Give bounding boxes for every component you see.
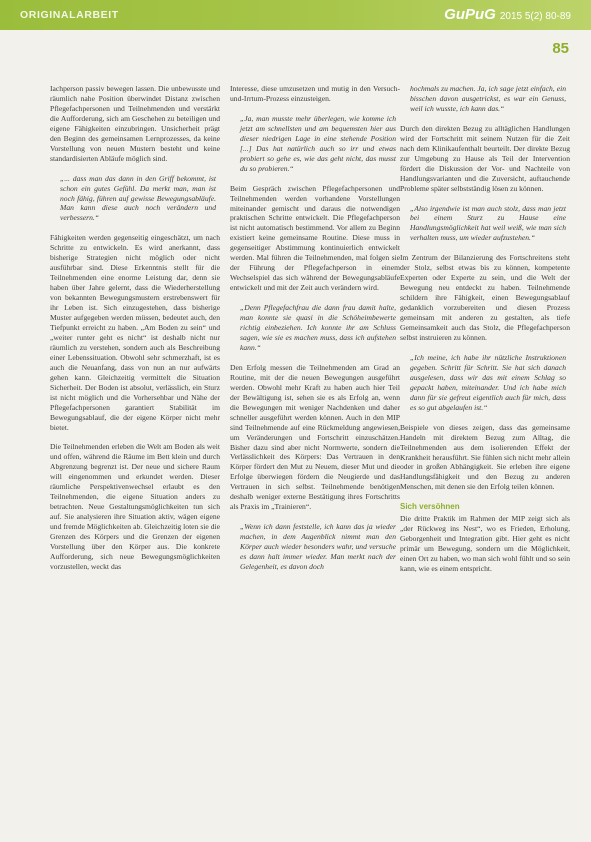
journal-citation: 2015 5(2) 80-89 <box>499 11 571 22</box>
interview-quote: „Also irgendwie ist man auch stolz, dass man jetzt bei einem Sturz zu Hause eine Handlungsmöglichkeit hat weil weiß, wie man sich verhalten muss, um wieder aufzustehen.“ <box>410 203 566 243</box>
interview-quote: „... dass man das dann in den Griff bekommt, ist schon ein gutes Gefühl. Da merkt man, man ist noch fähig, führen auf gewisse Bewegungsabläufe. Man kann diese auch noch verändern und verbessern.“ <box>60 173 216 223</box>
paragraph: Im Zentrum der Bilanzierung des Fortschreitens steht der Stolz, selbst etwas bis zu können, kompetente Experten oder Experte zu sein, und die Welt der Bewegung neu entdeckt zu haben. Teilnehmende schildern ihre Fähigkeit, einen Bewegungsablauf gedanklich vorzubereiten und diesen Prozess gemeinsam mit anderen zu gestalten, als tiefe Gemeinsamkeit auch das Stolz, die Pflegefachperson selbst instruieren zu können. <box>400 253 570 342</box>
paragraph: Die dritte Praktik im Rahmen der MIP zeigt sich als „der Rückweg ins Nest“, wo es Frieden, Erholung, Geborgenheit und Integration gibt. Hier geht es nicht primär um Bewegung, sondern um die Möglichkeit, einen Ort zu haben, wo man sich wohl fühlt und so sein kann, wie es einem entspricht. <box>400 514 570 574</box>
paragraph: Durch den direkten Bezug zu alltäglichen Handlungen wird der Fortschritt mit seinem Nutzen für die Zeit nach dem Klinikaufenthalt beurteilt. Der direkte Bezug zur Umgebung zu Hause als Teil der Intervention fördert die Diskussion der Vor- und Nachteile von Handlungsvarianten und die Zuversicht, auftauchende Probleme später selbstständig lösen zu können. <box>400 123 570 193</box>
interview-quote: „Denn Pflegefachfrau die dann frau damit halte, man konnte sie quasi in die Schöheimbewerte richtig einbeziehen. Ich konnte ihr am Schluss sagen, wie sie es machen muss, dass ich aufstehen kann.“ <box>240 303 396 352</box>
paragraph: Iachperson passiv bewegen lassen. Die unbewusste und räumlich nahe Position überwindet Distanz zwischen Pflegefachpersonen und Teilnehmenden und verstärkt die Aufforderung, sich am Geschehen zu beteiligen und eigene Fähigkeiten einzubringen. Unsicherheit prägt den Beginn des gemeinsamen Lernprozesses, da keine Vorstellung von neuen Mustern besteht und keine standardisierten Abläufe möglich sind. <box>50 84 220 163</box>
paragraph: Interesse, diese umzusetzen und mutig in den Versuch-und-Irrtum-Prozess einzusteigen. <box>230 84 400 103</box>
paragraph: Den Erfolg messen die Teilnehmenden am Grad an Routine, mit der die neuen Bewegungen ausgeführt werden. Obwohl mehr Kraft zu haben auch hier Teil der Bewältigung ist, sehen sie es als Erfolg an, wenn die Bewegungen mit weniger Nachdenken und daher schneller ausgeführt werden können. Auch in den MIP sind Teilnehmende auf eine Rückmeldung angewiesen, um Veränderungen und Fortschritt einzuschätzen. Bisher dazu sind aber nicht Normwerte, sondern die Verlässlichkeit des Körpers: Das Vertrauen in den Körper fördert den Mut zu Neuem, dieser Mut und die Erfolge überwiegen fördern die Neugierde und das Vertrauen in sich selbst. Teilnehmende benötigen deshalb weniger externe Bestätigung ihres Fortschritts als Praxis im „Trainieren“. <box>230 362 400 512</box>
journal-brand <box>444 6 571 24</box>
paragraph: Fähigkeiten werden gegenseitig eingeschätzt, um nach Schritte zu entwickeln. Es wird anerkannt, dass bisherige Strategien nicht möglich oder nicht ausführbar sind. Diese Erkenntnis stellt für die Teilnehmenden eine enorme Leistung dar, denn sie haben über Jahre gelernt, dass die Wiederherstellung von bekannten Bewegungsmustern erstrebenswert für ihr Leben ist. Sich einzugestehen, dass bisherige Muster aufgegeben werden müssen, bedeutet auch, den Tiefpunkt erreicht zu haben. „Am Boden zu sein“ und „weiter runter geht es nicht“ ist deshalb nicht nur räumlich zu verstehen, sondern auch als Beschreibung einer Lebenssituation. Obwohl sehr schmerzhaft, ist es auch die Neuanfang, dass von nun an nur aufwärts gehen kann. Gleichzeitig vermittelt die Situation Sicherheit. Der Boden ist absolut, verlässlich, ein Sturz ist nicht möglich und die Vorhersehbar und Nähe der Pflegefachpersonen garantiert Stabilität im Bewegungsablauf, die der eigene Körper nicht mehr bietet. <box>50 233 220 432</box>
paragraph: Beispiele von dieses zeigen, dass das gemeinsame Handeln mit direktem Bezug zum Alltag, die Teilnehmenden aus dem isolierenden Effekt der Krankheit herausführt. Sie fühlen sich nicht mehr allein oder in großen Abhängigkeit. Sie erleben ihre eigene Handlungsfähigkeit und den Bezug zu anderen Menschen, mit denen sie den Erfolg teilen können. <box>400 422 570 492</box>
text-column-3 <box>400 84 570 824</box>
section-subheading: Sich versöhnen <box>400 502 460 512</box>
page-number: 85 <box>552 40 569 57</box>
interview-quote: „Wenn ich dann feststelle, ich kann das ja wieder machen, in dem Augenblick nimmt man den Körper auch wieder besonders wahr, und versuche es dann halt immer wieder. Man merkt nach der Gelegenheit, es davon doch <box>240 522 396 571</box>
interview-quote: „Ich meine, ich habe ihr nützliche Instruktionen gegeben. Schritt für Schritt. Sie hat sich danach ausgelesen, dass wir das mit einem Schlag so gepackt haben, miteinander. Und ich habe mich dann für sie gefreut eigentlich auch für mich, dass es so gut abgelaufen ist.“ <box>410 352 566 412</box>
text-column-2 <box>230 84 400 824</box>
journal-name: GuPuG <box>444 6 496 23</box>
section-label: ORIGINALARBEIT <box>20 9 119 21</box>
page-header-band <box>0 0 591 30</box>
text-column-1 <box>50 84 220 824</box>
paragraph: Die Teilnehmenden erleben die Welt am Boden als weit und offen, während die Räume im Bett klein und durch Abgrenzung begrenzt ist. Der neue und sichere Raum will eingenommen und erkundet werden. Dieser räumliche Perspektivenwechsel erlaubt es den Teilnehmenden, die eigene Situation anders zu betrachten. Neue Gestaltungsmöglichkeiten tun sich auf. Sie analysieren ihre Situation aktiv, wägen eigene und fremde Möglichkeiten ab. Gleichzeitig loten sie die Grenzen des Körpers und die Grenzen der eigenen Vorstellung über den Körper aus. Die konkrete Aufforderung, sich neue Bewegungsmöglichkeiten vorzustellen, weckt das <box>50 442 220 571</box>
interview-quote: „Ja, man musste mehr überlegen, wie komme ich jetzt am schnellsten und am bequemsten hier aus dieser niedrigen Lage in eine stehende Position [...] Das hat natürlich auch so irr und etwas probiert so gehe es, wie das geht nicht, das musst du so probieren.“ <box>240 113 396 173</box>
interview-quote-continued: hochmals zu machen. Ja, ich sage jetzt einfach, ein bisschen davon ausgetrickst, es war ein Genuss, weil ich wusste, ich kann das.“ <box>410 84 566 113</box>
paragraph: Beim Gespräch zwischen Pflegefachpersonen und Teilnehmenden werden vorhandene Vorstellungen miteinander gemischt und daraus die notwendigen praktischen Schritte entwickelt. Die Pflegefachperson ist nicht automatisch bestimmend. Vor allem zu Beginn existiert keine gemeinsame Routine. Diese muss in gegenseitiger Abstimmung kontinuierlich entwickelt werden. Mal führen die Teilnehmenden, mal folgen sie der Führung der Pflegefachperson in einem Wechselspiel das sich während der Bewegungsabläufe entwickelt und mit der Zeit auch verändern wird. <box>230 183 400 293</box>
